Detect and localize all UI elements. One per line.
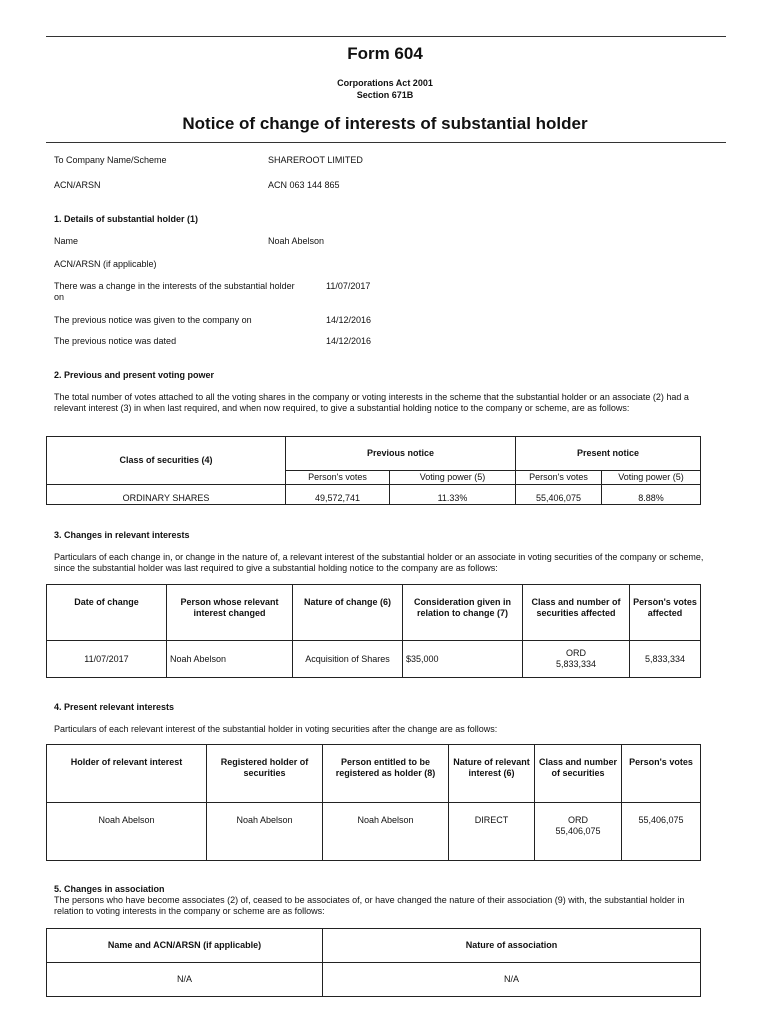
section5-paragraph: The persons who have become associates (2) of, ceased to be associates of, or have changed the nature of their association (9) with, the substantial holder in relation to voting interests in the company or scheme are as follows: — [54, 895, 685, 916]
person-header: Person whose relevant interest changed — [167, 585, 293, 641]
change-label: There was a change in the interests of the substantial holder on — [54, 281, 295, 302]
consideration-header: Consideration given in relation to change (7) — [403, 585, 523, 641]
voting-power-table — [46, 436, 701, 505]
nature-header: Nature of change (6) — [293, 585, 403, 641]
class-count: 5,833,334 — [555, 659, 597, 669]
nature-interest-cell: DIRECT — [449, 803, 535, 861]
to-value: SHAREROOT LIMITED — [268, 155, 363, 165]
col-class-header: Class of securities (4) — [47, 437, 286, 485]
col-present-header: Present notice — [516, 437, 701, 471]
class-count: 55,406,075 — [555, 826, 601, 836]
prev-given-label: The previous notice was given to the company on — [54, 315, 252, 325]
date-cell: 11/07/2017 — [47, 641, 167, 678]
table-row — [47, 485, 701, 505]
prev-power-subheader: Voting power (5) — [390, 471, 516, 485]
pres-power-subheader: Voting power (5) — [602, 471, 701, 485]
name-acn-header: Name and ACN/ARSN (if applicable) — [47, 929, 323, 963]
section1-heading: 1. Details of substantial holder (1) — [54, 214, 199, 224]
table-row — [47, 963, 701, 997]
votes-affected-header: Person's votes affected — [630, 585, 701, 641]
votes-affected-cell: 5,833,334 — [630, 641, 701, 678]
holder-header: Holder of relevant interest — [47, 745, 207, 803]
association-table — [46, 928, 701, 997]
notice-title: Notice of change of interests of substantial holder — [182, 114, 588, 133]
acn-arsn-label: ACN/ARSN (if applicable) — [54, 259, 157, 269]
section4-paragraph: Particulars of each relevant interest of the substantial holder in voting securities after the change are as follows: — [54, 724, 498, 734]
class-code: ORD — [568, 815, 588, 825]
acn-label: ACN/ARSN — [54, 180, 101, 190]
act-title: Corporations Act 2001 — [337, 78, 433, 88]
acn-value: ACN 063 144 865 — [268, 180, 340, 190]
to-label: To Company Name/Scheme — [54, 155, 167, 165]
section2-paragraph: The total number of votes attached to all the voting shares in the company or voting interests in the scheme that the substantial holder or an associate (2) had a relevant interest (3) in when last required, and when now required, to give a substantial holding notice to the company or scheme, are as follows: — [54, 392, 689, 413]
registered-cell: Noah Abelson — [207, 803, 323, 861]
pres-votes-cell: 55,406,075 — [516, 485, 602, 505]
section3-paragraph: Particulars of each change in, or change in the nature of, a relevant interest of the substantial holder or an associate in voting securities of the company or scheme, since the substantial holder was last required to give a substantial holding notice to the company are as follows: — [54, 552, 704, 573]
form-title: Form 604 — [347, 44, 423, 63]
section4-heading: 4. Present relevant interests — [54, 702, 175, 712]
section2-heading: 2. Previous and present voting power — [54, 370, 215, 380]
prev-votes-cell: 49,572,741 — [286, 485, 390, 505]
nature-interest-header: Nature of relevant interest (6) — [449, 745, 535, 803]
section5-heading: 5. Changes in association — [54, 884, 165, 894]
prev-given-value: 14/12/2016 — [326, 315, 372, 325]
pres-power-cell: 8.88% — [602, 485, 701, 505]
consideration-cell: $35,000 — [403, 641, 523, 678]
class-number-cell — [523, 641, 630, 678]
class-securities-header: Class and number of securities — [535, 745, 622, 803]
pres-votes-subheader: Person's votes — [516, 471, 602, 485]
change-value: 11/07/2017 — [326, 281, 371, 291]
person-cell: Noah Abelson — [167, 641, 293, 678]
name-acn-cell: N/A — [47, 963, 323, 997]
registered-header: Registered holder of securities — [207, 745, 323, 803]
changes-table — [46, 584, 701, 678]
prev-power-cell: 11.33% — [390, 485, 516, 505]
prev-votes-subheader: Person's votes — [286, 471, 390, 485]
class-cell: ORDINARY SHARES — [47, 485, 286, 505]
name-value: Noah Abelson — [268, 236, 325, 246]
prev-dated-label: The previous notice was dated — [54, 336, 177, 346]
persons-votes-cell: 55,406,075 — [622, 803, 701, 861]
section-ref: Section 671B — [356, 90, 414, 100]
class-code: ORD — [566, 648, 586, 658]
holder-cell: Noah Abelson — [47, 803, 207, 861]
entitled-cell: Noah Abelson — [323, 803, 449, 861]
persons-votes-header: Person's votes — [622, 745, 701, 803]
title-rule — [46, 142, 726, 143]
nature-association-header: Nature of association — [323, 929, 701, 963]
name-label: Name — [54, 236, 79, 246]
present-interests-table — [46, 744, 701, 861]
section3-heading: 3. Changes in relevant interests — [54, 530, 190, 540]
prev-dated-value: 14/12/2016 — [326, 336, 372, 346]
table-row — [47, 803, 701, 861]
col-previous-header: Previous notice — [286, 437, 516, 471]
class-number-header: Class and number of securities affected — [523, 585, 630, 641]
table-row — [47, 641, 701, 678]
top-rule — [46, 36, 726, 37]
nature-cell: Acquisition of Shares — [293, 641, 403, 678]
date-header: Date of change — [47, 585, 167, 641]
nature-association-cell: N/A — [323, 963, 701, 997]
class-securities-cell — [535, 803, 622, 861]
entitled-header: Person entitled to be registered as holder (8) — [323, 745, 449, 803]
